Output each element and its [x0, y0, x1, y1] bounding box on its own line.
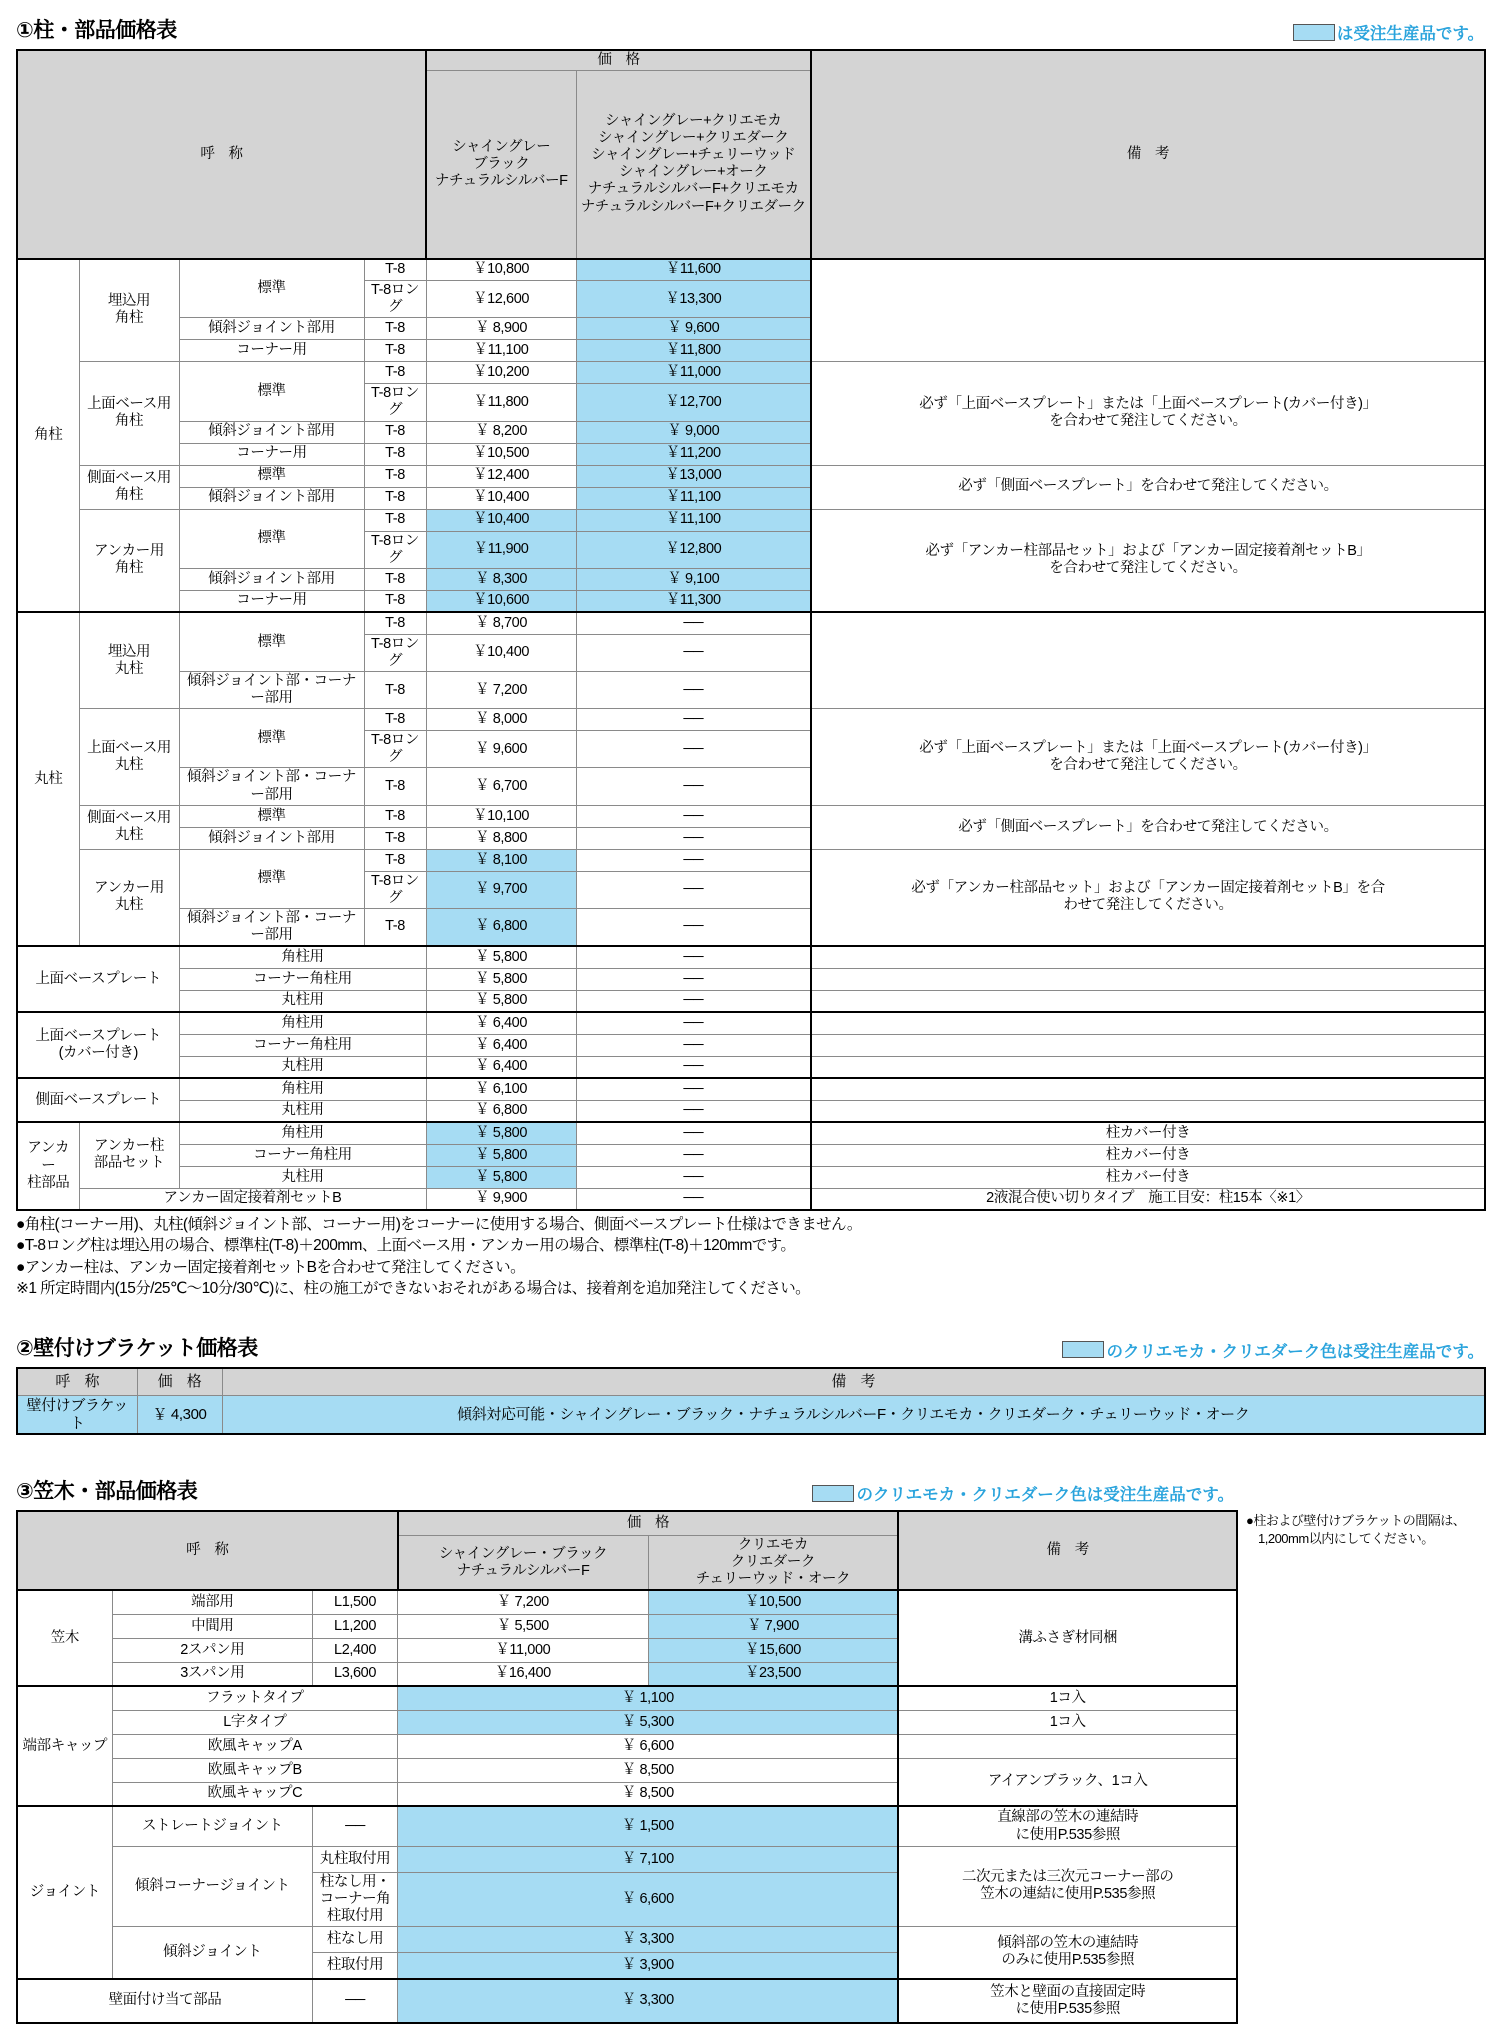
note-item: ●T-8ロング柱は埋込用の場合、標準柱(T-8)＋200mm、上面ベース用・アンカー用の場合、標準柱(T-8)＋120mmです。 [16, 1237, 796, 1255]
remark-cell: 二次元または三次元コーナー部の 笠木の連結に使用P.535参照 [898, 1846, 1237, 1926]
price-cell: ￥ 1,500 [398, 1806, 899, 1846]
price-cell: ￥ 6,400 [426, 1034, 576, 1056]
remark-cell: 1コ入 [898, 1686, 1237, 1710]
made-to-order-swatch-icon [1293, 24, 1335, 41]
type-label: 標準 [179, 465, 364, 487]
price-cell: ￥10,100 [426, 805, 576, 827]
type-label: 2スパン用 [112, 1638, 312, 1662]
price-cell: ￥11,800 [576, 340, 811, 362]
price-cell: ￥ 9,900 [426, 1188, 576, 1210]
type-label: 柱取付用 [312, 1953, 397, 1979]
price-cell: ￥ 5,800 [426, 1144, 576, 1166]
size-label: T-8ロング [364, 281, 426, 318]
group-label-kakuchu: 角柱 [17, 259, 79, 613]
type-label: 丸柱用 [179, 1166, 426, 1188]
price-cell: ￥11,100 [426, 340, 576, 362]
subgroup-label: 埋込用 角柱 [79, 259, 179, 362]
price-cell: ￥ 7,900 [648, 1614, 898, 1638]
price-cell: ￥ 9,600 [426, 731, 576, 768]
type-label: コーナー用 [179, 443, 364, 465]
type-label: 傾斜ジョイント部用 [179, 421, 364, 443]
price-cell: ￥11,100 [576, 509, 811, 531]
remark-cell: 必ず「アンカー柱部品セット」および「アンカー固定接着剤セットB」を合 わせて発注してください。 [811, 849, 1485, 946]
th-remarks: 備 考 [898, 1511, 1237, 1590]
price-cell: ￥ 5,800 [426, 946, 576, 968]
remark-cell: 2液混合使い切りタイプ 施工目安：柱15本〈※1〉 [811, 1188, 1485, 1210]
remark-cell [811, 1056, 1485, 1078]
note-item: ●角柱(コーナー用)、丸柱(傾斜ジョイント部、コーナー用)をコーナーに使用する場合、側面ベースプレート仕様はできません。 [16, 1216, 862, 1234]
price-cell: ￥ 8,200 [426, 421, 576, 443]
subgroup-label: 側面ベース用 角柱 [79, 465, 179, 509]
type-label: コーナー用 [179, 340, 364, 362]
type-label: 丸柱用 [179, 1056, 426, 1078]
price-cell: ── [576, 1122, 811, 1144]
type-label: 欧風キャップB [112, 1758, 397, 1782]
size-label: T-8 [364, 612, 426, 634]
type-label: アンカー固定接着剤セットB [79, 1188, 426, 1210]
th-name: 呼 称 [17, 1511, 398, 1590]
remark-cell: 溝ふさぎ材同梱 [898, 1590, 1237, 1686]
size-label: T-8 [364, 805, 426, 827]
size-label: T-8 [364, 340, 426, 362]
remark-cell [811, 612, 1485, 708]
price-cell: ￥ 7,200 [426, 671, 576, 708]
joint-sub-label: 傾斜ジョイント [112, 1927, 312, 1979]
price-cell: ￥ 9,000 [576, 421, 811, 443]
group-label-marubashira: 丸柱 [17, 612, 79, 946]
price-cell: ￥ 5,800 [426, 990, 576, 1012]
price-cell: ￥ 8,500 [398, 1758, 899, 1782]
price-cell: ￥ 8,000 [426, 709, 576, 731]
size-label: T-8 [364, 671, 426, 708]
remark-cell [811, 1100, 1485, 1122]
size-label: T-8ロング [364, 531, 426, 568]
price-cell: ￥ 6,800 [426, 908, 576, 946]
type-label: コーナー角柱用 [179, 1034, 426, 1056]
subgroup-label: 埋込用 丸柱 [79, 612, 179, 708]
price-cell: ￥10,800 [426, 259, 576, 281]
table3-title: ③笠木・部品価格表 [16, 1480, 198, 1504]
price-cell: ￥13,300 [576, 281, 811, 318]
size-label: T-8 [364, 568, 426, 590]
type-label: 傾斜ジョイント部・コーナー部用 [179, 768, 364, 805]
th-price: 価 格 [137, 1368, 222, 1396]
size-label: T-8ロング [364, 871, 426, 908]
joint-sub-label: 傾斜コーナージョイント [112, 1846, 312, 1926]
type-label: 傾斜ジョイント部用 [179, 318, 364, 340]
type-label: 標準 [179, 612, 364, 671]
section-label-wallplate: 壁面付け当て部品 [17, 1979, 312, 2023]
subgroup-label: 上面ベース用 丸柱 [79, 709, 179, 805]
subgroup-label: 上面ベース用 角柱 [79, 362, 179, 465]
price-cell: ￥11,000 [398, 1638, 648, 1662]
size-label: T-8ロング [364, 731, 426, 768]
price-cell: ￥ 8,700 [426, 612, 576, 634]
remark-cell: 1コ入 [898, 1710, 1237, 1734]
price-cell: ￥11,600 [576, 259, 811, 281]
price-cell: ── [576, 968, 811, 990]
size-label: T-8 [364, 590, 426, 612]
section-label-endcap: 端部キャップ [17, 1686, 112, 1806]
size-label: T-8 [364, 908, 426, 946]
price-cell: ── [576, 908, 811, 946]
type-label: 角柱用 [179, 1122, 426, 1144]
remark-cell: 直線部の笠木の連結時 に使用P.535参照 [898, 1806, 1237, 1846]
size-label: T-8 [364, 768, 426, 805]
price-cell: ── [576, 1078, 811, 1100]
price-cell: ── [576, 768, 811, 805]
made-to-order-swatch-icon [1062, 1341, 1104, 1358]
table2-legend [1062, 1338, 1484, 1362]
type-label: 傾斜ジョイント部・コーナー部用 [179, 671, 364, 708]
type-label: コーナー用 [179, 590, 364, 612]
price-cell: ── [576, 827, 811, 849]
price-cell: ￥13,000 [576, 465, 811, 487]
price-cell: ￥11,200 [576, 443, 811, 465]
size-label: T-8 [364, 421, 426, 443]
remark-cell: 柱カバー付き [811, 1144, 1485, 1166]
price-cell: ￥23,500 [648, 1662, 898, 1686]
th-price: 価 格 [398, 1511, 899, 1535]
th-name: 呼 称 [17, 50, 426, 259]
price-cell: ￥ 8,800 [426, 827, 576, 849]
price-cell: ￥ 6,100 [426, 1078, 576, 1100]
type-label: 標準 [179, 805, 364, 827]
th-remarks: 備 考 [811, 50, 1485, 259]
row-price: ￥ 4,300 [137, 1396, 222, 1435]
price-cell: ￥ 6,700 [426, 768, 576, 805]
remark-cell: 必ず「上面ベースプレート」または「上面ベースプレート(カバー付き)」 を合わせて発注してください。 [811, 362, 1485, 465]
th-price-col-b: クリエモカ クリエダーク チェリーウッド・オーク [648, 1535, 898, 1590]
price-cell: ￥ 9,700 [426, 871, 576, 908]
price-cell: ── [576, 634, 811, 671]
size-label: L1,500 [312, 1590, 397, 1614]
remark-cell [811, 1078, 1485, 1100]
size-label: T-8 [364, 259, 426, 281]
price-cell: ── [576, 1012, 811, 1034]
type-label: 角柱用 [179, 1012, 426, 1034]
color-made-to-order-legend-text: のクリエモカ・クリエダーク色は受注生産品です。 [1106, 1342, 1484, 1361]
table1-notes [16, 1214, 1484, 1300]
section-label-kasagi: 笠木 [17, 1590, 112, 1686]
size-label: T-8 [364, 849, 426, 871]
price-cell: ￥ 6,800 [426, 1100, 576, 1122]
type-label: 端部用 [112, 1590, 312, 1614]
type-label: 標準 [179, 509, 364, 568]
plate-label: 側面ベースプレート [17, 1078, 179, 1122]
remark-cell [898, 1734, 1237, 1758]
remark-cell [811, 259, 1485, 362]
type-label: ── [312, 1806, 397, 1846]
remark-cell [811, 946, 1485, 968]
remark-cell [811, 990, 1485, 1012]
price-cell: ￥10,400 [426, 487, 576, 509]
remark-cell [811, 968, 1485, 990]
table1-legend [1293, 20, 1484, 44]
remark-cell: 必ず「アンカー柱部品セット」および「アンカー固定接着剤セットB」 を合わせて発注してください。 [811, 509, 1485, 612]
table1-title-row [16, 14, 1484, 44]
type-label: 3スパン用 [112, 1662, 312, 1686]
joint-sub-label: ストレートジョイント [112, 1806, 312, 1846]
type-label: 傾斜ジョイント部用 [179, 487, 364, 509]
anchor-group-label: アンカー 柱部品 [17, 1122, 79, 1210]
price-cell: ￥11,300 [576, 590, 811, 612]
remark-cell: 必ず「上面ベースプレート」または「上面ベースプレート(カバー付き)」 を合わせて発注してください。 [811, 709, 1485, 805]
size-label: T-8 [364, 362, 426, 384]
type-label: コーナー角柱用 [179, 1144, 426, 1166]
price-cell: ￥ 7,100 [398, 1846, 899, 1872]
price-cell: ── [576, 1100, 811, 1122]
type-label: 柱なし用・コーナー角柱取付用 [312, 1872, 397, 1926]
remark-cell: 笠木と壁面の直接固定時 に使用P.535参照 [898, 1979, 1237, 2023]
price-cell: ￥ 7,200 [398, 1590, 648, 1614]
made-to-order-swatch-icon [812, 1485, 854, 1502]
price-cell: ── [576, 1056, 811, 1078]
price-cell: ￥ 8,900 [426, 318, 576, 340]
remark-cell: 柱カバー付き [811, 1166, 1485, 1188]
price-cell: ￥15,600 [648, 1638, 898, 1662]
table2-title: ②壁付けブラケット価格表 [16, 1336, 258, 1360]
price-cell: ￥10,400 [426, 634, 576, 671]
type-label: 丸柱用 [179, 1100, 426, 1122]
price-cell: ￥ 8,100 [426, 849, 576, 871]
type-label: 欧風キャップC [112, 1782, 397, 1806]
price-cell: ￥ 9,100 [576, 568, 811, 590]
remark-cell [811, 1034, 1485, 1056]
price-cell: ￥ 9,600 [576, 318, 811, 340]
anchor-subgroup-label: アンカー柱 部品セット [79, 1122, 179, 1188]
plate-label: 上面ベースプレート (カバー付き) [17, 1012, 179, 1078]
price-cell: ￥12,600 [426, 281, 576, 318]
price-cell: ￥ 5,300 [398, 1710, 899, 1734]
th-price-col-a: シャイングレー ブラック ナチュラルシルバーF [426, 71, 576, 259]
type-label: 中間用 [112, 1614, 312, 1638]
remark-cell: 傾斜部の笠木の連結時 のみに使用P.535参照 [898, 1927, 1237, 1979]
type-label: 丸柱用 [179, 990, 426, 1012]
price-cell: ￥12,800 [576, 531, 811, 568]
type-label: 傾斜ジョイント部・コーナー部用 [179, 908, 364, 946]
subgroup-label: アンカー用 角柱 [79, 509, 179, 612]
type-label: L字タイプ [112, 1710, 397, 1734]
price-cell: ￥11,900 [426, 531, 576, 568]
th-remarks: 備 考 [222, 1368, 1485, 1396]
type-label: コーナー角柱用 [179, 968, 426, 990]
price-cell: ￥ 6,400 [426, 1012, 576, 1034]
type-label: 傾斜ジョイント部用 [179, 827, 364, 849]
price-cell: ￥ 3,300 [398, 1927, 899, 1953]
price-cell: ￥ 6,600 [398, 1872, 899, 1926]
type-label: 標準 [179, 259, 364, 318]
type-label: 角柱用 [179, 946, 426, 968]
color-made-to-order-legend-text: のクリエモカ・クリエダーク色は受注生産品です。 [856, 1486, 1234, 1505]
type-label: 標準 [179, 362, 364, 421]
price-cell: ── [576, 1188, 811, 1210]
side-note-line1: ●柱および壁付けブラケットの間隔は、 [1246, 1513, 1466, 1529]
size-label: T-8ロング [364, 384, 426, 421]
size-label: L1,200 [312, 1614, 397, 1638]
note-item: ●アンカー柱は、アンカー固定接着剤セットBを合わせて発注してください。 [16, 1258, 525, 1276]
type-label: 標準 [179, 709, 364, 768]
th-price-col-b: シャイングレー+クリエモカ シャイングレー+クリエダーク シャイングレー+チェリーウッド シャイングレー+オーク ナチュラルシルバーF+クリエモカ ナチュラルシルバーF+クリエダーク [576, 71, 811, 259]
price-cell: ￥ 3,900 [398, 1953, 899, 1979]
side-note-line2: 1,200mm以内にしてください。 [1258, 1531, 1434, 1546]
type-label: 標準 [179, 849, 364, 908]
price-cell: ￥ 5,800 [426, 968, 576, 990]
th-price-col-a: シャイングレー・ブラック ナチュラルシルバーF [398, 1535, 648, 1590]
size-label: T-8 [364, 709, 426, 731]
price-cell: ￥12,400 [426, 465, 576, 487]
table3-title-row [16, 1475, 1484, 1505]
row-name: 壁付けブラケット [17, 1396, 137, 1435]
size-label: T-8 [364, 487, 426, 509]
type-label: 傾斜ジョイント部用 [179, 568, 364, 590]
table2-wall-bracket [16, 1367, 1486, 1436]
price-cell: ── [576, 805, 811, 827]
table3-side-note [1246, 1510, 1482, 1547]
price-cell: ── [576, 1144, 811, 1166]
price-cell: ── [576, 990, 811, 1012]
size-label: T-8 [364, 465, 426, 487]
price-cell: ￥ 3,300 [398, 1979, 899, 2023]
table2-title-row [16, 1332, 1484, 1362]
type-label: フラットタイプ [112, 1686, 397, 1710]
subgroup-label: 側面ベース用 丸柱 [79, 805, 179, 849]
type-label: 欧風キャップA [112, 1734, 397, 1758]
remark-cell: 必ず「側面ベースプレート」を合わせて発注してください。 [811, 465, 1485, 509]
price-cell: ￥10,600 [426, 590, 576, 612]
table3-kasagi-parts [16, 1510, 1238, 2023]
price-cell: ￥11,000 [576, 362, 811, 384]
price-cell: ￥ 6,600 [398, 1734, 899, 1758]
price-cell: ￥10,200 [426, 362, 576, 384]
price-cell: ￥11,100 [576, 487, 811, 509]
size-label: L3,600 [312, 1662, 397, 1686]
plate-label: 上面ベースプレート [17, 946, 179, 1012]
price-cell: ── [576, 612, 811, 634]
price-cell: ￥ 8,300 [426, 568, 576, 590]
remark-cell: アイアンブラック、1コ入 [898, 1758, 1237, 1806]
made-to-order-legend-text: は受注生産品です。 [1336, 25, 1484, 43]
remark-cell: 柱カバー付き [811, 1122, 1485, 1144]
price-cell: ── [576, 946, 811, 968]
type-label: 丸柱取付用 [312, 1846, 397, 1872]
price-cell: ￥10,500 [648, 1590, 898, 1614]
note-item: ※1 所定時間内(15分/25℃〜10分/30℃)に、柱の施工ができないおそれがある場合は、接着剤を追加発注してください。 [16, 1280, 811, 1298]
table1-pillar-parts [16, 49, 1486, 1211]
row-remark: 傾斜対応可能・シャイングレー・ブラック・ナチュラルシルバーF・クリエモカ・クリエダーク・チェリーウッド・オーク [222, 1396, 1485, 1435]
section-label-joint: ジョイント [17, 1806, 112, 1978]
size-label: T-8 [364, 318, 426, 340]
size-label: T-8 [364, 827, 426, 849]
th-price: 価 格 [426, 50, 811, 71]
price-cell: ── [576, 731, 811, 768]
size-label: T-8ロング [364, 634, 426, 671]
th-name: 呼 称 [17, 1368, 137, 1396]
price-cell: ￥11,800 [426, 384, 576, 421]
price-cell: ￥ 1,100 [398, 1686, 899, 1710]
price-cell: ￥10,500 [426, 443, 576, 465]
type-label: 角柱用 [179, 1078, 426, 1100]
price-cell: ￥ 5,500 [398, 1614, 648, 1638]
price-cell: ── [576, 1034, 811, 1056]
price-cell: ￥ 6,400 [426, 1056, 576, 1078]
subgroup-label: アンカー用 丸柱 [79, 849, 179, 946]
type-label: ── [312, 1979, 397, 2023]
table3-legend [812, 1481, 1234, 1505]
remark-cell [811, 1012, 1485, 1034]
price-cell: ￥12,700 [576, 384, 811, 421]
price-cell: ￥ 5,800 [426, 1122, 576, 1144]
price-cell: ￥ 5,800 [426, 1166, 576, 1188]
size-label: L2,400 [312, 1638, 397, 1662]
table1-title: ①柱・部品価格表 [16, 19, 177, 42]
type-label: 柱なし用 [312, 1927, 397, 1953]
price-cell: ── [576, 1166, 811, 1188]
price-cell: ── [576, 849, 811, 871]
price-cell: ── [576, 709, 811, 731]
price-cell: ￥16,400 [398, 1662, 648, 1686]
remark-cell: 必ず「側面ベースプレート」を合わせて発注してください。 [811, 805, 1485, 849]
price-cell: ── [576, 871, 811, 908]
price-cell: ￥10,400 [426, 509, 576, 531]
size-label: T-8 [364, 443, 426, 465]
size-label: T-8 [364, 509, 426, 531]
price-cell: ￥ 8,500 [398, 1782, 899, 1806]
price-cell: ── [576, 671, 811, 708]
